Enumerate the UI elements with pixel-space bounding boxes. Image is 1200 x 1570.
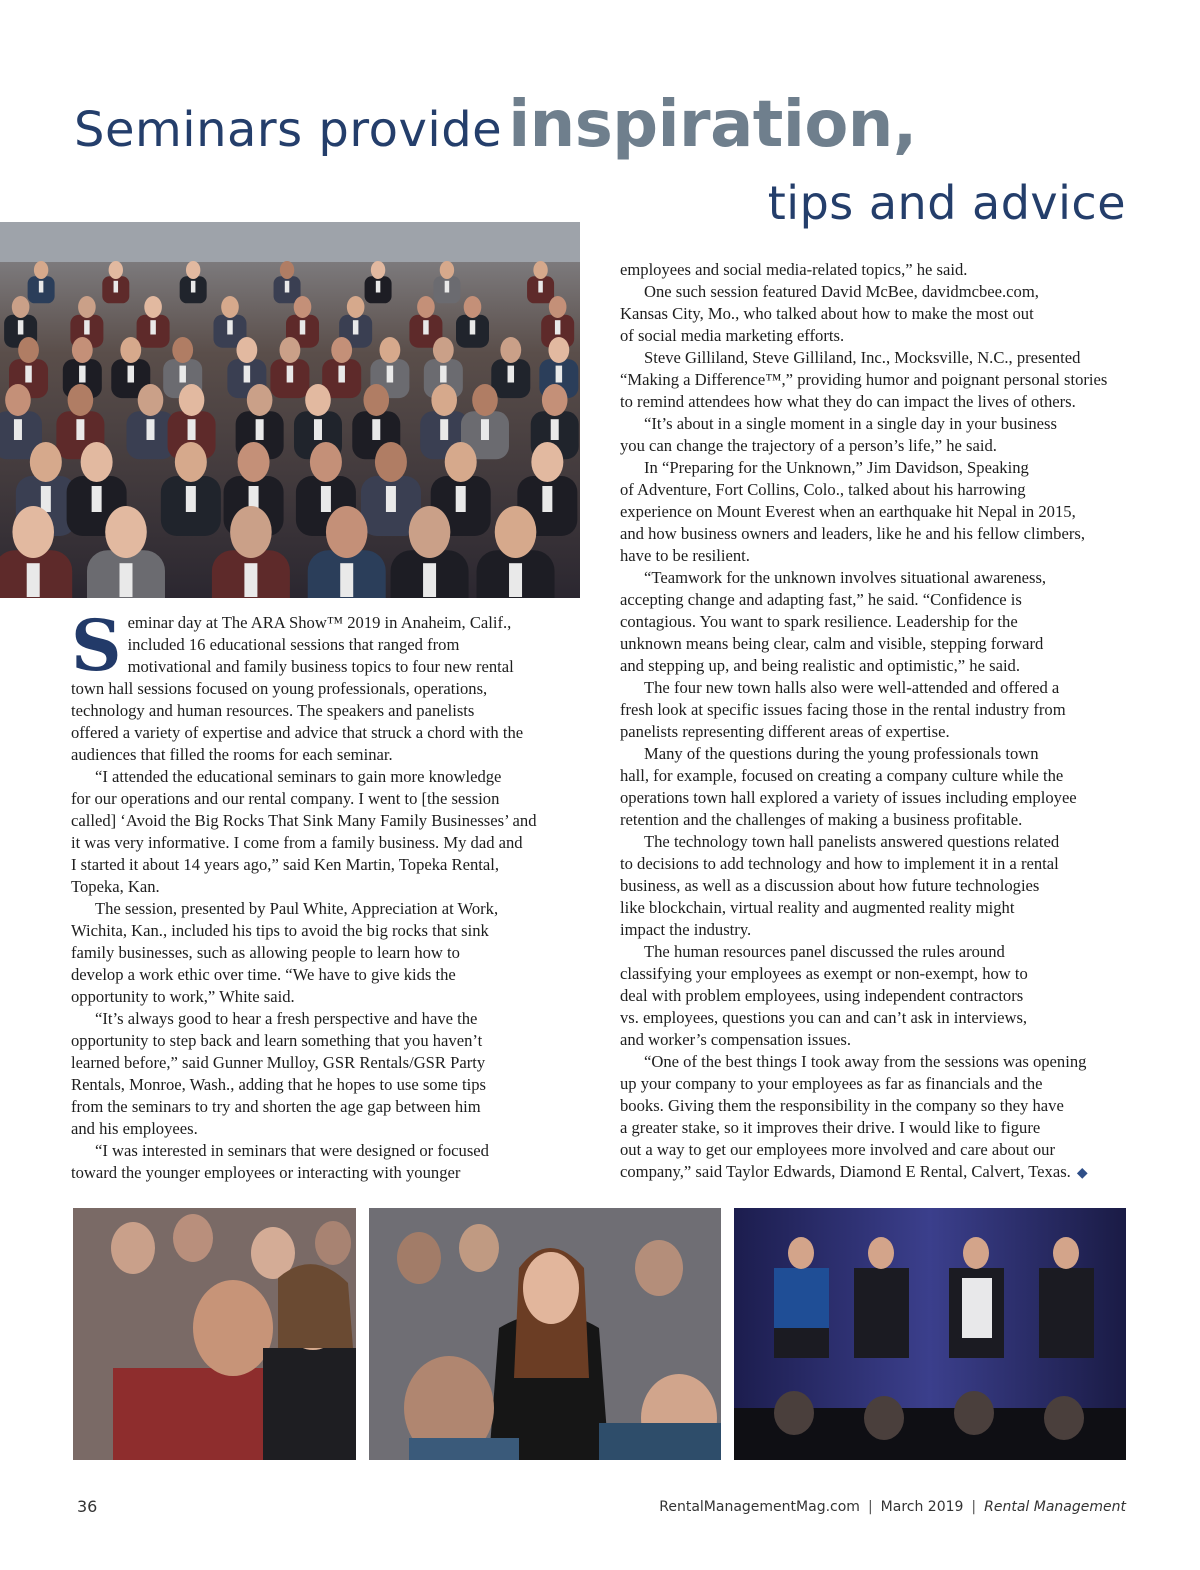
article-column-left (71, 604, 571, 1184)
article-line: and his employees. (71, 1119, 198, 1138)
article-headline (74, 88, 1134, 238)
article-paragraph (620, 347, 1130, 413)
end-of-article-icon: ◆ (1076, 1166, 1088, 1181)
article-line: One such session featured David McBee, davidmcbee.com, (644, 282, 1039, 301)
article-paragraph (620, 259, 1130, 281)
article-line: Many of the questions during the young professionals town (644, 744, 1039, 763)
article-line (620, 1161, 1130, 1185)
article-line: retention and the challenges of making a business profitable. (620, 810, 1023, 829)
article-line: “It’s about in a single moment in a single day in your business (644, 414, 1057, 433)
article-line: opportunity to work,” White said. (71, 987, 295, 1006)
footer-credits (659, 1499, 1126, 1515)
article-line: for our operations and our rental company. I went to [the session (71, 789, 500, 808)
footer-date: March 2019 (880, 1499, 964, 1515)
article-line: family businesses, such as allowing people to learn how to (71, 943, 460, 962)
footer-separator: | (971, 1499, 977, 1515)
article-paragraph (71, 604, 571, 766)
article-line: The session, presented by Paul White, Appreciation at Work, (95, 899, 499, 918)
article-line: have to be resilient. (620, 546, 750, 565)
article-line: Topeka, Kan. (71, 877, 160, 896)
article-line: Rentals, Monroe, Wash., adding that he hopes to use some tips (71, 1075, 486, 1094)
article-paragraph (620, 281, 1130, 347)
article-line: books. Giving them the responsibility in the company so they have (620, 1096, 1064, 1115)
article-line: out a way to get our employees more involved and care about our (620, 1140, 1055, 1159)
article-line: and stepping up, and being realistic and optimistic,” he said. (620, 656, 1021, 675)
article-line: Steve Gilliland, Steve Gilliland, Inc., Mocksville, N.C., presented (644, 348, 1081, 367)
panel-discussion-photo (734, 1208, 1126, 1460)
article-line: eminar day at The ARA Show™ 2019 in Anaheim, Calif., (127, 613, 512, 632)
article-line: included 16 educational sessions that ranged from (127, 635, 460, 654)
article-line: vs. employees, questions you can and can’t ask in interviews, (620, 1008, 1028, 1027)
article-line: and worker’s compensation issues. (620, 1030, 852, 1049)
article-line: offered a variety of expertise and advice that struck a chord with the (71, 723, 524, 742)
article-line: The human resources panel discussed the rules around (644, 942, 1005, 961)
article-line: to decisions to add technology and how to implement it in a rental (620, 854, 1059, 873)
article-line: experience on Mount Everest when an earthquake hit Nepal in 2015, (620, 502, 1076, 521)
article-line: develop a work ethic over time. “We have to give kids the (71, 965, 456, 984)
article-line: toward the younger employees or interacting with younger (71, 1163, 461, 1182)
article-paragraph (71, 898, 571, 1008)
article-line: accepting change and adapting fast,” he said. “Confidence is (620, 590, 1022, 609)
article-line: In “Preparing for the Unknown,” Jim Davidson, Speaking (644, 458, 1029, 477)
article-paragraph (620, 457, 1130, 567)
article-paragraph (620, 941, 1130, 1051)
headline-part-seminars: Seminars provide (74, 102, 503, 158)
article-line: hall, for example, focused on creating a company culture while the (620, 766, 1064, 785)
article-line: fresh look at specific issues facing those in the rental industry from (620, 700, 1066, 719)
article-line: I started it about 14 years ago,” said Ken Martin, Topeka Rental, (71, 855, 500, 874)
article-line-text: company,” said Taylor Edwards, Diamond E Rental, Calvert, Texas. (620, 1162, 1071, 1181)
smiling-attendees-photo (73, 1208, 356, 1460)
article-line: and how business owners and leaders, like he and his fellow climbers, (620, 524, 1085, 543)
article-line: from the seminars to try and shorten the age gap between him (71, 1097, 481, 1116)
article-line: unknown means being clear, calm and visible, stepping forward (620, 634, 1044, 653)
article-line: panelists representing different areas of expertise. (620, 722, 950, 741)
article-line: impact the industry. (620, 920, 752, 939)
article-paragraph (71, 1008, 571, 1140)
article-line: up your company to your employees as far as financials and the (620, 1074, 1043, 1093)
article-line: “It’s always good to hear a fresh perspective and have the (95, 1009, 478, 1028)
article-line: operations town hall explored a variety of issues including employee (620, 788, 1077, 807)
article-line: you can change the trajectory of a person’s life,” he said. (620, 436, 997, 455)
conference-audience-photo (0, 222, 580, 598)
article-line: motivational and family business topics to four new rental (127, 657, 514, 676)
article-paragraph (71, 766, 571, 898)
article-line: The technology town hall panelists answered questions related (644, 832, 1060, 851)
footer-website: RentalManagementMag.com (659, 1499, 860, 1515)
headline-part-tips: tips and advice (767, 176, 1126, 230)
article-paragraph (71, 1140, 571, 1184)
headline-part-inspiration: inspiration, (508, 88, 917, 162)
article-paragraph (620, 831, 1130, 941)
excited-attendee-photo (369, 1208, 721, 1460)
article-line: technology and human resources. The speakers and panelists (71, 701, 475, 720)
page-number: 36 (77, 1497, 98, 1516)
article-line: contagious. You want to spark resilience. Leadership for the (620, 612, 1018, 631)
article-line: called] ‘Avoid the Big Rocks That Sink Many Family Businesses’ and (71, 811, 537, 830)
article-line: “I was interested in seminars that were designed or focused (95, 1141, 489, 1160)
article-line: deal with problem employees, using independent contractors (620, 986, 1024, 1005)
article-line: “Making a Difference™,” providing humor and poignant personal stories (620, 370, 1108, 389)
article-line: “Teamwork for the unknown involves situational awareness, (644, 568, 1047, 587)
article-line: a greater stake, so it improves their drive. I would like to figure (620, 1118, 1041, 1137)
article-line: audiences that filled the rooms for each seminar. (71, 745, 393, 764)
article-line: to remind attendees how what they do can impact the lives of others. (620, 392, 1076, 411)
article-line: it was very informative. I come from a family business. My dad and (71, 833, 523, 852)
article-line: classifying your employees as exempt or non-exempt, how to (620, 964, 1028, 983)
headline-line-1 (74, 88, 917, 162)
article-line: of Adventure, Fort Collins, Colo., talked about his harrowing (620, 480, 1026, 499)
article-paragraph (620, 743, 1130, 831)
article-line: Kansas City, Mo., who talked about how to make the most out (620, 304, 1034, 323)
drop-cap: S (71, 604, 122, 687)
article-column-right (620, 259, 1130, 1185)
article-line: business, as well as a discussion about how future technologies (620, 876, 1040, 895)
article-line: The four new town halls also were well-attended and offered a (644, 678, 1060, 697)
article-line: “I attended the educational seminars to gain more knowledge (95, 767, 502, 786)
article-line: “One of the best things I took away from the sessions was opening (644, 1052, 1087, 1071)
article-paragraph (620, 567, 1130, 677)
article-line: town hall sessions focused on young professionals, operations, (71, 679, 488, 698)
footer-separator: | (867, 1499, 873, 1515)
article-line: learned before,” said Gunner Mulloy, GSR Rentals/GSR Party (71, 1053, 486, 1072)
article-paragraph (620, 677, 1130, 743)
article-paragraph (620, 1051, 1130, 1185)
article-line: opportunity to step back and learn something that you haven’t (71, 1031, 483, 1050)
article-line: employees and social media-related topics,” he said. (620, 260, 968, 279)
article-line: Wichita, Kan., included his tips to avoid the big rocks that sink (71, 921, 489, 940)
footer-magazine: Rental Management (984, 1499, 1126, 1515)
article-line: like blockchain, virtual reality and augmented reality might (620, 898, 1015, 917)
article-paragraph (620, 413, 1130, 457)
article-line: of social media marketing efforts. (620, 326, 845, 345)
